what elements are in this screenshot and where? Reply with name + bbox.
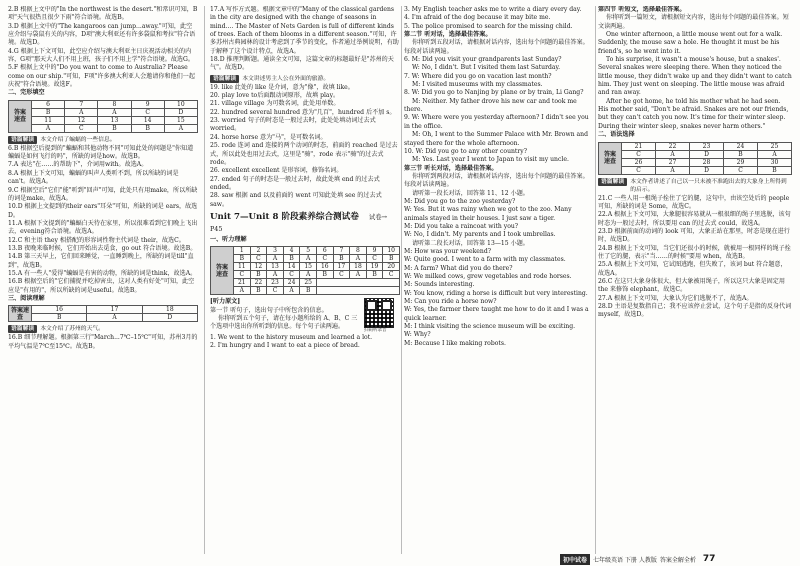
passage-note-text: 本文介绍了蝙蝠的一些信息。 [40, 136, 116, 143]
listening-block [210, 298, 400, 334]
answer-cell: A [65, 108, 98, 116]
answer-table [8, 305, 198, 322]
answer-cell: A [267, 255, 284, 263]
answer-cell: 23 [267, 279, 284, 287]
answer-cell: A [267, 271, 284, 279]
script-line: W: No, I didn't. My parents and I took umbrellas. [404, 231, 556, 239]
page-number: 77 [702, 554, 716, 564]
section-instruction: 你将听到两段对话，请根据对话内容，选出每个问题的最佳答案。每段对话读两遍。 [404, 172, 589, 189]
answer-cell: 24 [724, 142, 758, 150]
answer-cell: 8 [98, 100, 131, 108]
answer-cell: 22 [656, 142, 690, 150]
answer-cell: 18 [350, 263, 367, 271]
column-divider [401, 6, 402, 554]
answer-paragraph: 11.A 根据下文提到的"蝙蝠白天待在家里，所以很难看到它们晚上飞出去，evening符合语境。故选A。 [8, 219, 198, 236]
answer-cell: C [333, 271, 350, 279]
section-heading: 二、语法选择 [598, 131, 635, 139]
answer-cell: 12 [65, 116, 98, 124]
script-line: 10. W: Did you go to any other country? [404, 147, 527, 155]
answer-cell: C [366, 255, 383, 263]
book-info: 七年级英语 下册 人教版 [593, 556, 657, 564]
answer-cell: 22 [250, 279, 267, 287]
answer-paragraph: 26.C 在这只大象身体很大，但大象被用绳子，所以这只大象是固定用 the 来修饰 elephant，故选C。 [598, 277, 785, 294]
answer-cell: C [316, 255, 333, 263]
passage-note-text: 本文作者讲述了自己以一只未被不准跑出去的大象身上所得到的启示。 [630, 178, 787, 193]
script-line: 9. W: Where were you yesterday afternoon? I didn't see you in the office. [404, 114, 589, 130]
answer-cell: B [316, 271, 333, 279]
column-divider [595, 6, 596, 554]
column-2 [210, 6, 400, 554]
passage-note-label: 语篇解读 [8, 136, 37, 144]
column-divider [204, 6, 205, 554]
answer-paragraph: 21.C 一些人用一根绳子拴住了它的腿，这句中，由该空处后的 people 可知，所缺的词是 Some，故选C。 [598, 194, 790, 210]
answer-cell: D [690, 150, 724, 158]
answer-cell: 2 [250, 247, 267, 255]
answer-cell: 15 [164, 116, 197, 124]
section-heading: 三、阅读理解 [8, 294, 45, 302]
answer-paragraph: 24. horse horse 意为"马"，是可数名词。 [210, 133, 327, 141]
answer-cell: A [656, 166, 690, 174]
answer-paragraph: 4.G 根据上下文可知，此空应介绍与澳大利亚主日庆祝活动相关的内容，G项"那天大人们不用上班，孩子们不用上学"符合语境。故选G。 [8, 47, 194, 64]
answer-paragraph: 26. excellent excellent 是形容词，修饰名词。 [210, 167, 343, 175]
answer-cell: C [234, 271, 251, 279]
answers-label: 答案全解全析 [659, 556, 696, 564]
script-line: W: Yes. But it was rainy when we got to the zoo. Many animals stayed in their houses. I just saw a tiger. [404, 206, 572, 222]
answer-cell: C [622, 166, 656, 174]
answer-paragraph: 16.B 根据空后的"它们捕捉并吃掉害虫，这对人类有好处"可知，此空应是"有用的"，所以所缺的词是useful。故选B。 [8, 278, 195, 294]
answer-cell: C [724, 166, 758, 174]
answer-paragraph: 14.B 第三天早上，它们回来睡觉，一直睡到晚上，所缺的词是till"直到"，故选B。 [8, 253, 194, 269]
answer-cell: A [234, 287, 251, 295]
passage-note-label: 语篇解读 [598, 178, 627, 186]
answer-paragraph: 2.B 根据上文中的"In the northwest is the desert."和常识可知，B项"天气很热且很少下雨"符合语境。故选B。 [8, 6, 198, 22]
answer-cell: 18 [142, 306, 197, 314]
answer-cell: D [142, 314, 197, 322]
answer-cell: D [164, 108, 197, 116]
answer-cell: 15 [300, 263, 317, 271]
answer-table-head: 答案 速查 [599, 142, 622, 174]
answer-cell: 17 [87, 306, 142, 314]
script-line: M: Did you take a raincoat with you? [404, 222, 519, 230]
answer-cell: B [32, 314, 87, 322]
answer-paragraph: 15.A 有一些人"爱得"蝙蝠是有害的动物，所缺的词是think，故选A。 [8, 269, 197, 277]
answer-cell: B [283, 255, 300, 263]
answer-cell: A [300, 255, 317, 263]
section-heading: 第二节 听对话，选择最佳答案。 [404, 31, 492, 39]
script-line: 8. W: Did you go to Nanjing by plane or by train, Li Gang? [404, 89, 584, 97]
answer-paragraph: 17.A 写作方式题。根据文章中的"Many of the classical gardens in the city are designed with the change of seasons in mind.... The Master of Nets Garden is full of different kinds of trees. Each of them blooms in a different season."可知，许多苏州古典园林的设计考虑到了季节的变化，作者通过举例说明，有助于解释了这个设计特点，故选A。 [210, 6, 399, 55]
answer-paragraph: 9.C 根据空后"它们"能"听到"回声"可知，此处只有用make，所以所缺的词是make，故选A。 [8, 186, 198, 202]
answer-cell: 21 [234, 279, 251, 287]
section-heading: [听力原文] [210, 298, 241, 306]
answer-cell: 14 [283, 263, 300, 271]
answer-paragraph: 你将听到五个句子，请在每小题所给的 A、B、C 三个选项中选出你所听到的信息。每个句子读两遍。 [210, 314, 358, 331]
answer-cell: C [250, 255, 267, 263]
answer-cell: A [32, 124, 65, 132]
script-line: 3. My English teacher asks me to write a diary every day. [404, 6, 582, 13]
script-line: M: Because I like making robots. [404, 339, 506, 347]
answer-paragraph: 28. saw 根据 and 以及前面的 went 可知此处填 see 的过去式 saw。 [210, 192, 382, 208]
answer-cell: 30 [758, 158, 792, 166]
passage-note [8, 325, 198, 333]
answer-paragraph: 22. hundred several hundred 意为"几百"，hundred 后不加 s。 [210, 108, 396, 116]
answer-paragraph: 27.A 根据上下文可知，大象认为它们逃脱不了，故选A。 [598, 294, 753, 302]
answer-cell: 3 [267, 247, 284, 255]
passage-note [598, 178, 792, 194]
answer-cell: 16 [32, 306, 87, 314]
answer-cell: B [234, 255, 251, 263]
answer-cell: D [690, 166, 724, 174]
script-line: 7. W: Where did you go on vacation last month? [404, 72, 552, 80]
answer-table [8, 100, 198, 133]
passage-note [210, 75, 400, 83]
script-line: W: We milked cows, grew vegetables and rode horses. [404, 273, 572, 280]
answer-cell: B [724, 150, 758, 158]
answer-paragraph: 7.A 表达"在……的帮助下"，介词用with。故选A。 [8, 161, 148, 169]
answer-paragraph: 16.B 细节理解题。根据第三行"March...7℃–15℃"可知，苏州3月的平均气温是7℃至15℃。故选B。 [8, 334, 198, 350]
script-line: M: Oh, I went to the Summer Palace with Mr. Brown and stayed there for the whole afternoon. [404, 131, 589, 147]
answer-paragraph: 5.F 根据上文中的"Do you want to come to Australia? Please come on our ship."可知，F项"许多澳大利亚人会邀请你和他们一起庆祝"符合语境。故选F。 [8, 64, 195, 89]
answer-cell: 14 [131, 116, 164, 124]
answer-paragraph: 6.B 根据空后提到的"蝙蝠和其他动物不同"可知此处的问题是"你知道蝙蝠是如何飞行的吗"，所缺的词是how。故选B。 [8, 144, 194, 161]
passage-note [8, 136, 198, 144]
answer-cell: 26 [622, 158, 656, 166]
answer-paragraph: 25.A 根据上下文可知，它试图逃跑，但失败了，该词 but 符合题意，故选A。 [598, 261, 787, 277]
script-line: M: Neither. My father drove his new car and took me there. [404, 97, 577, 114]
answer-cell: 10 [383, 247, 400, 255]
answer-cell: C [65, 124, 98, 132]
answer-paragraph: 22.A 根据上下文可知，大象腿很容易就从一根很细的绳子里逃脱，该句时态为一般过去时，所以要用 can 的过去式 could，故选A。 [598, 211, 791, 227]
script-line: W: Why? [404, 331, 431, 339]
qr-code-icon[interactable] [364, 298, 394, 328]
story-paragraph: To his surprise, it wasn't a mouse's house, but a snakes'. Several snakes were sleeping there. When they noticed the little mouse, they didn't wake up and they didn't want to catch him. They just went on sleeping. The little mouse was afraid and ran away. [598, 56, 792, 97]
brand-logo: 初中试卷 [560, 554, 590, 565]
answer-paragraph: 25. rode 连词 and 连接的两个动词的时态，前面的 reached 是过去式，所以此处也用过去式，这里是"骑"，rode 表示"骑"的过去式 rode。 [210, 142, 398, 166]
answer-cell: 28 [690, 158, 724, 166]
answer-cell: 9 [131, 100, 164, 108]
story-paragraph: One winter afternoon, a little mouse went out for a walk. Suddenly, the mouse saw a hole. He thought it must be his friend's, so he went into it. [598, 31, 783, 55]
answer-cell: B [32, 108, 65, 116]
answer-cell: A [350, 255, 367, 263]
answer-cell: 11 [32, 116, 65, 124]
script-line: M: Can you ride a horse now? [404, 298, 497, 306]
answer-paragraph: 19. like 此处的 like 是介词，意为"像"，故填 like。 [210, 83, 354, 91]
section-instruction: 你将听到五段对话，请根据对话内容，选出每个问题的最佳答案。每段对话读两遍。 [404, 39, 589, 55]
answer-paragraph: 3.D 根据上文中的"The kangaroos can jump...away."可知，此空应介绍与袋鼠有关的内容，D项"澳大利亚还有许多袋鼠和考拉"符合语境。故选D。 [8, 22, 196, 47]
script-line: M: Did you go to the zoo yesterday? [404, 197, 516, 205]
answer-paragraph: 21. village village 为可数名词，此处用单数。 [210, 100, 340, 108]
answer-paragraph: 8.A 根据上下文可知，蝙蝠的叫声人类听不到，所以所缺的词是can't。故选A。 [8, 169, 179, 186]
answer-cell: 13 [98, 116, 131, 124]
answer-table-head: 答案 速查 [9, 100, 32, 132]
answer-cell: B [758, 166, 792, 174]
script-line: M: Sounds interesting. [404, 281, 475, 289]
script-line: M: I think visiting the science museum will be exciting. [404, 323, 576, 331]
answer-cell: 20 [383, 263, 400, 271]
answer-cell: A [283, 287, 300, 295]
script-line: W: Quite good. I went to a farm with my classmates. [404, 256, 566, 264]
answer-paragraph: 20. play love to后面跟动词原形，故填 play。 [210, 92, 340, 100]
answer-table-head: 答案速查 [9, 306, 32, 322]
answer-cell: 7 [333, 247, 350, 255]
answer-cell: B [333, 255, 350, 263]
answer-cell: A [350, 271, 367, 279]
answer-cell: 25 [758, 142, 792, 150]
answer-cell: A [87, 314, 142, 322]
answer-cell: C [383, 271, 400, 279]
answer-paragraph: 23.D 根据前面的动词的 look 可知，大象正站在那里，时态是现在进行时，故选D。 [598, 227, 790, 244]
story-paragraph: After he got home, he told his mother what he had seen. His mother said, "Don't be afraid. Snakes are not our friends, but they can't catch you now. It's time for their winter sleep. During their winter sleep, snakes never harm others." [598, 97, 789, 130]
section-heading: 第四节 听短文，选择最佳答案。 [598, 6, 686, 13]
script-line: M: A farm? What did you do there? [404, 264, 513, 272]
unit-test-title: Unit 7—Unit 8 阶段素养综合测试卷 试卷→ P45 [210, 211, 387, 233]
answer-cell: 12 [250, 263, 267, 271]
answer-table-head: 答案 速查 [211, 247, 234, 295]
answer-cell: 5 [300, 247, 317, 255]
answer-cell: B [250, 287, 267, 295]
answer-cell: 17 [333, 263, 350, 271]
answer-paragraph: 12.C 和主语 they 相搭配的形容词性物主代词是 their，故选C。 [8, 236, 185, 244]
answer-table [598, 142, 792, 175]
page-footer [560, 554, 715, 564]
answer-cell: A [656, 150, 690, 158]
script-line: 4. I'm afraid of the dog because it may bite me. [404, 14, 551, 22]
script-line: M: How was your weekend? [404, 247, 491, 255]
answer-cell: 10 [164, 100, 197, 108]
answer-paragraph: 23. worried 句子的时态是一般过去时，此处处填动词过去式 worried。 [210, 117, 376, 133]
script-line: W: No, I didn't. But I visited them last Saturday. [412, 64, 561, 72]
section-instruction: 请听第一段长对话，回答第 11、12 小题。 [412, 189, 529, 197]
test-page-ref: 试卷→ P45 [210, 212, 387, 233]
answer-cell: 23 [690, 142, 724, 150]
answer-paragraph: 27. ended 句子的时态是一般过去时，故此处填 end 的过去式 ended。 [210, 175, 380, 191]
script-line: W: You know, riding a horse is difficult but very interesting. [404, 289, 588, 297]
answer-cell: 11 [234, 263, 251, 271]
answer-cell: 16 [316, 263, 333, 271]
answer-cell: B [383, 255, 400, 263]
answer-cell: B [98, 124, 131, 132]
section-heading: 二、完形填空 [8, 89, 45, 97]
column-3 [404, 6, 594, 554]
answer-cell: B [131, 124, 164, 132]
section-heading: 一、听力理解 [210, 235, 247, 243]
answer-table [210, 246, 400, 295]
answer-cell: C [267, 287, 284, 295]
answer-paragraph: 第一节 听句子，选出句子中所包含的信息。 [210, 306, 328, 314]
passage-note-text: 本文讲述男主人公在外面的旅游。 [242, 75, 330, 82]
answer-cell: B [366, 271, 383, 279]
answer-cell: 27 [656, 158, 690, 166]
answer-cell: 29 [724, 158, 758, 166]
answer-cell: 9 [366, 247, 383, 255]
answer-cell: 4 [283, 247, 300, 255]
passage-note-label: 语篇解读 [210, 75, 239, 83]
answer-cell: 6 [32, 100, 65, 108]
answer-cell: B [250, 271, 267, 279]
script-line: 6. M: Did you visit your grandparents last Sunday? [404, 56, 562, 64]
answer-cell: C [283, 271, 300, 279]
answer-cell: 6 [316, 247, 333, 255]
answer-cell: 19 [366, 263, 383, 271]
answer-cell: 21 [622, 142, 656, 150]
answer-cell: A [300, 271, 317, 279]
answer-paragraph: 2. I'm hungry and I want to eat a piece of bread. [210, 342, 360, 350]
column-1 [8, 6, 198, 554]
answer-paragraph: 18.D 推理判断题。通读全文可知，这篇文章的标题最好是"苏州的天气"。故选D。 [210, 56, 394, 72]
answer-paragraph: 1. We went to the history museum and learned a lot. [210, 333, 373, 341]
answer-cell: 25 [300, 279, 317, 287]
answer-cell: C [622, 150, 656, 158]
answer-cell [316, 279, 399, 287]
answer-paragraph: 13.B 夜晚来临时候，它们开始出去觅食，go out 符合语境。故选B。 [8, 244, 197, 252]
answer-cell: B [300, 287, 317, 295]
answer-cell: A [758, 150, 792, 158]
answer-paragraph: 28.D 主语是复数指自己；我不应该停止尝试，这个句子是指的反身代词 myself，故选D。 [598, 302, 792, 319]
section-heading: 第三节 听长对话，选择最佳答案。 [404, 164, 498, 172]
answer-cell: 24 [283, 279, 300, 287]
answer-paragraph: 24.B 根据上下文可知，当它们还很小的时候，就被用一根同样的绳子拴住了它的腿，表示"当……的时候"要用 when，故选B。 [598, 244, 791, 260]
script-line: W: Yes, the farmer there taught me how to do it and I was a quick learner. [404, 306, 589, 322]
answer-cell [316, 287, 399, 295]
passage-note-label: 语篇解读 [8, 325, 37, 333]
answer-cell: C [131, 108, 164, 116]
passage-note-text: 本文介绍了苏州的天气。 [40, 326, 104, 333]
answer-cell: 7 [65, 100, 98, 108]
answer-cell: 13 [267, 263, 284, 271]
section-instruction: 请听第二段长对话，回答第 13—15 小题。 [412, 239, 529, 247]
script-line: 5. The police promised to search for the missing child. [404, 22, 573, 30]
script-line: M: I visited museums with my classmates. [412, 81, 543, 89]
answer-paragraph: 10.D 根据上文提到的their ears"耳朵"可知，所缺的词是 ears，故选D。 [8, 203, 198, 219]
column-4 [598, 6, 792, 554]
answer-cell: A [164, 124, 197, 132]
section-instruction: 你将听到一篇短文，请根据短文内容，选出每个问题的最佳答案。短文读两遍。 [598, 14, 789, 30]
answer-cell: A [98, 108, 131, 116]
qr-caption: 扫码听录音 [364, 328, 387, 334]
answer-cell: 8 [350, 247, 367, 255]
script-line: M: Yes. Last year I went to Japan to visit my uncle. [412, 156, 569, 164]
answer-cell: 1 [234, 247, 251, 255]
